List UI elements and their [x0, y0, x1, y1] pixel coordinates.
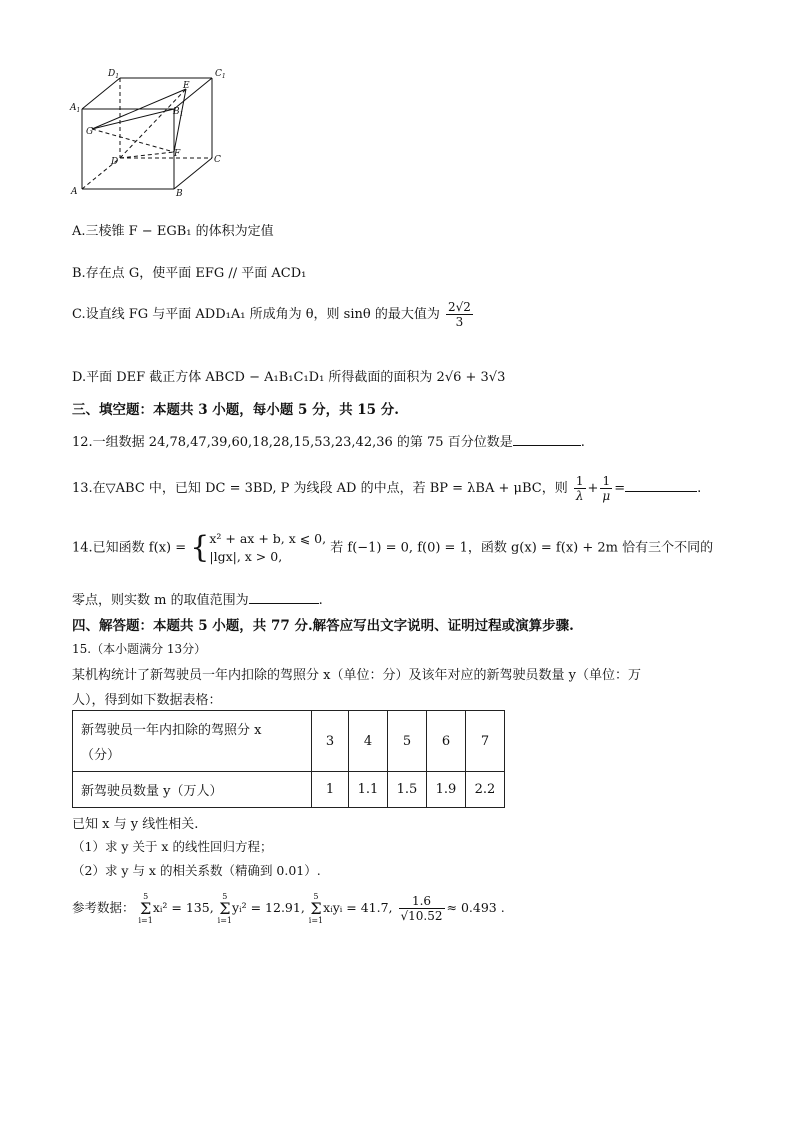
- label-c: C: [214, 155, 221, 165]
- answer-blank-12[interactable]: [513, 433, 581, 446]
- question-15-linear-note: 已知 x 与 y 线性相关.: [72, 817, 199, 832]
- option-c-text: C.设直线 FG 与平面 ADD₁A₁ 所成角为 θ，则 sinθ 的最大值为: [72, 307, 440, 322]
- option-d: D.平面 DEF 截正方体 ABCD − A₁B₁C₁D₁ 所得截面的面积为 2√6 + 3√3: [72, 370, 506, 385]
- table-row: 新驾驶员一年内扣除的驾照分 x （分） 3 4 5 6 7: [73, 711, 505, 772]
- question-15-part-2: （2）求 y 与 x 的相关系数（精确到 0.01）.: [72, 863, 321, 878]
- label-b: B: [176, 189, 183, 199]
- question-12: 12.一组数据 24,78,47,39,60,18,28,15,53,23,42,36 的第 75 百分位数是 .: [72, 435, 585, 450]
- piecewise-cases: x² + ax + b, x ⩽ 0, |lgx|, x > 0,: [209, 531, 327, 564]
- reference-data: 参考数据： 5 Σ i=1xᵢ² = 135, 5 Σ i=1yᵢ² = 12.91, 5 Σ i=1xᵢyᵢ = 41.7, $\frac{1.6}{√10.52}$ ≈ 0.493 .: [72, 892, 505, 925]
- row1-label: 新驾驶员一年内扣除的驾照分 x （分）: [73, 711, 312, 772]
- question-15-para-1: 某机构统计了新驾驶员一年内扣除的驾照分 x（单位：分）及该年对应的新驾驶员数量 y（单位：万: [72, 668, 641, 683]
- label-a1: $A_1$: [70, 103, 81, 114]
- label-c1: $C_1$: [215, 69, 226, 80]
- question-13-text: 13.在▽ABC 中，已知 DC = 3BD, P 为线段 AD 的中点，若 BP = λBA + μBC，则: [72, 481, 568, 496]
- section-3-heading: 三、填空题：本题共 3 小题，每小题 5 分，共 15 分.: [72, 402, 399, 418]
- option-c: [72, 300, 475, 329]
- label-d1: $D_1$: [108, 69, 120, 80]
- question-15-part-1: （1）求 y 关于 x 的线性回归方程；: [72, 839, 273, 854]
- question-15-header: 15.（本小题满分 13分）: [72, 642, 207, 656]
- section-4-heading: 四、解答题：本题共 5 小题，共 77 分.解答应写出文字说明、证明过程或演算步骤.: [72, 618, 574, 634]
- answer-blank-13[interactable]: [625, 479, 697, 492]
- option-b: B.存在点 G，使平面 EFG // 平面 ACD₁: [72, 266, 307, 281]
- table-row: 新驾驶员数量 y（万人） 1 1.1 1.5 1.9 2.2: [73, 772, 505, 808]
- row2-label: 新驾驶员数量 y（万人）: [73, 772, 312, 808]
- label-f: F: [174, 149, 181, 159]
- question-13: 13.在▽ABC 中，已知 DC = 3BD, P 为线段 AD 的中点，若 BP = λBA + μBC，则 $\frac{1}{\lambda}$ + $\frac{1}{\mu}$ = .: [72, 474, 702, 503]
- question-14: 14.已知函数 f(x) = { x² + ax + b, x ⩽ 0, |lgx|, x > 0, 若 f(−1) = 0, f(0) = 1，函数 g(x) = f(x) + 2m 恰有三个不同的: [72, 530, 714, 565]
- data-table: [72, 710, 505, 808]
- label-d: D: [111, 157, 119, 167]
- label-a: A: [71, 187, 78, 197]
- label-e: E: [183, 81, 190, 91]
- question-14-text-2: 若 f(−1) = 0, f(0) = 1，函数 g(x) = f(x) + 2m 恰有三个不同的: [330, 540, 714, 556]
- cube-figure: [66, 64, 236, 204]
- question-14-text: 14.已知函数 f(x) =: [72, 540, 187, 556]
- label-g: G: [86, 127, 94, 137]
- question-12-text: 12.一组数据 24,78,47,39,60,18,28,15,53,23,42,36 的第 75 百分位数是: [72, 435, 513, 450]
- question-14-line2: 零点，则实数 m 的取值范围为 .: [72, 593, 323, 608]
- option-a: A.三棱锥 F − EGB₁ 的体积为定值: [72, 224, 274, 239]
- question-15-para-2: 人），得到如下数据表格：: [72, 693, 222, 708]
- answer-blank-14[interactable]: [249, 591, 319, 604]
- label-b1: $B_1$: [173, 107, 184, 118]
- option-c-fraction: $\frac{2√2}{3}$: [448, 300, 471, 329]
